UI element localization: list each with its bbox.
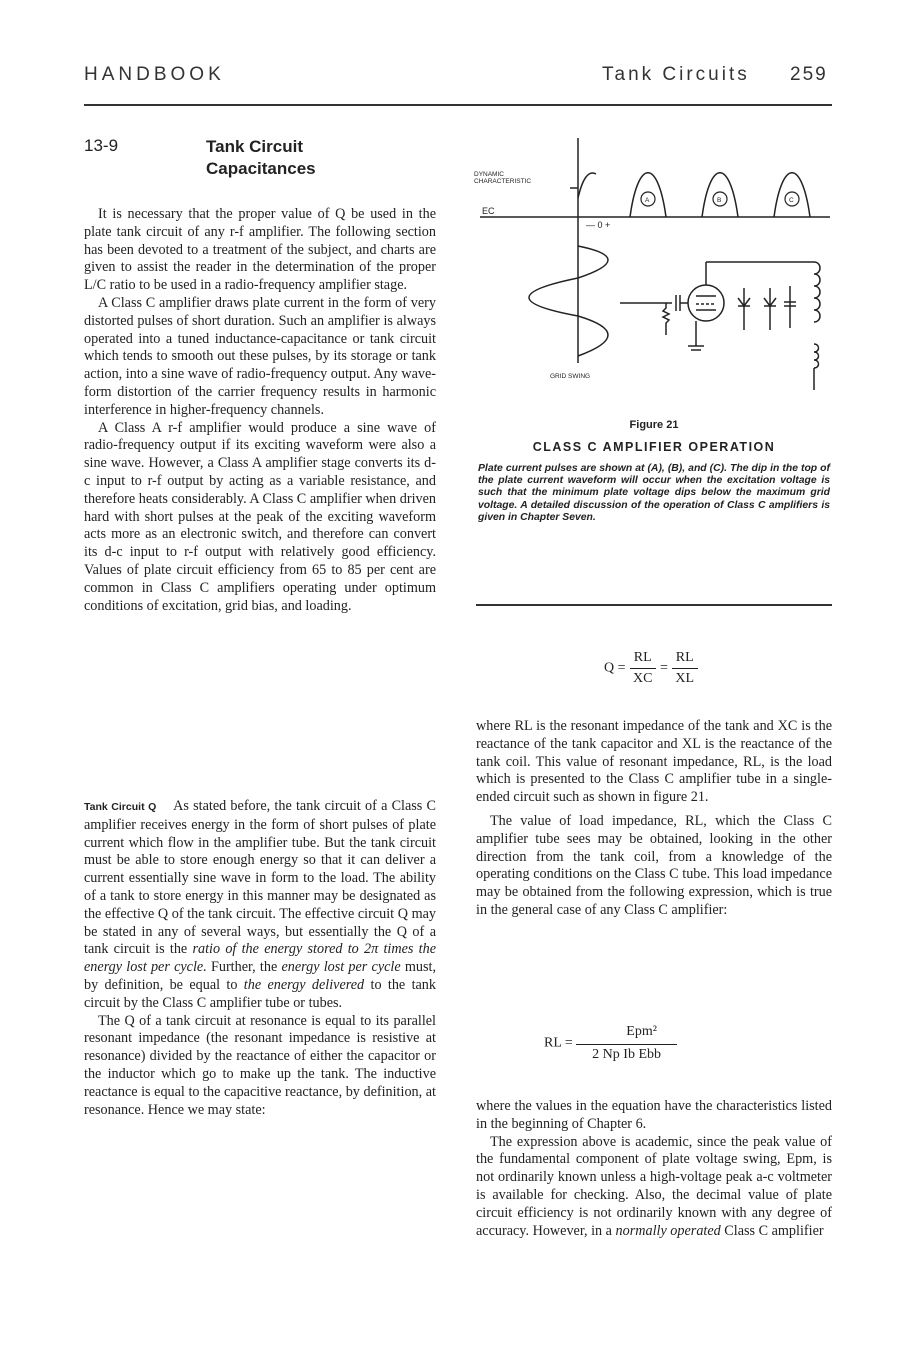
label-b: B [717, 197, 722, 204]
paragraph: where RL is the resonant impedance of the tank and XC is the reactance of the tank capacitor and XL is the reactance of the tank coil. This value of resonant impedance, RL, is the load which is presented to the Class C amplifier tube in a single-ended circuit such as shown in figure 21. [476, 718, 832, 806]
pulse-a [630, 173, 666, 217]
pulse-b [702, 173, 738, 217]
label-grid-swing: GRID SWING [550, 373, 591, 380]
header-rule [84, 104, 832, 106]
tank-coil [814, 262, 820, 322]
label-dynamic: DYNAMIC [474, 171, 504, 178]
subsection-head: Tank Circuit Q [84, 801, 157, 813]
class-c-amplifier-figure [470, 138, 840, 398]
figure-caption: Plate current pulses are shown at (A), (B), and (C). The dip in the top of the plate current waveform will occur when the excitation voltage is such that the minimum plate voltage dips below the maximum grid voltage. A detailed discussion of the operation of Class C amplifiers is given in Chapter Seven. [478, 463, 830, 523]
figure-heading: CLASS C AMPLIFIER OPERATION [532, 440, 776, 454]
figure-rule [476, 604, 832, 606]
left-column [84, 206, 436, 615]
right-column [476, 718, 832, 920]
paragraph: where the values in the equation have the characteristics listed in the beginning of Chapter 6. [476, 1098, 832, 1132]
label-c: C [789, 197, 794, 204]
running-header-right: Tank Circuits [602, 64, 750, 85]
paragraph: The value of load impedance, RL, which the Class C amplifier tube sees may be obtained, looking in the other direction from the tank coil, from a knowledge of the operating conditions on the Class C tube. This load impedance may be obtained from the following expression, which is true in the general case of any Class C amplifier: [476, 812, 832, 918]
subsection-paragraph: Tank Circuit Q As stated before, the tank circuit of a Class C amplifier receives energy in the form of short pulses of plate current which flow in the amplifier tube. But the tank circuit must be able to store enough energy so that it can deliver a current essentially sine wave in form to the load. The ability of a tank to store energy in this manner may be designated as the effective Q of the tank circuit. The effective circuit Q may be stated in any of several ways, but essentially the Q of a tank circuit is the ratio of the energy stored to 2π times the energy lost per cycle. Further, the energy lost per cycle must, by definition, be equal to the energy delivered to the tank circuit by the Class C amplifier tube or tubes. The Q of a tank circuit at resonance is equal to its parallel resonant impedance (the resonant impedance is resistive at resonance) divided by the reactance of either the capacitor or the inductor which go to make up the tank. The inductive reactance is equal to the capacitive reactance, by definition, at resonance. Hence we may state: [84, 798, 437, 1118]
paragraph: A Class C amplifier draws plate current in the form of very distorted pulses of short duration. Such an amplifier is always operated into a tuned inductance-capacitance or tank circuit which tends to smooth out these pulses, by its storage or tank action, into a sine wave of radio-frequency output. Any wave-form distortion of the carrier frequency results in harmonic interference in higher-frequency channels. [84, 294, 436, 418]
paragraph: The Q of a tank circuit at resonance is equal to its parallel resonant impedance (the resonant impedance is resistive at resonance) divided by the reactance of either the capacitor or the inductor which go to make up the tank. The inductive reactance is equal to the capacitive reactance, by definition, at resonance. Hence we may state: [84, 1012, 436, 1118]
equation-q: Q = $\frac{RL}{XC}$ = $\frac{RL}{XL}$ [604, 650, 698, 687]
label-characteristic: CHARACTERISTIC [474, 178, 532, 185]
section-number: 13-9 [84, 136, 119, 155]
label-ec: EC [482, 206, 495, 216]
label-a: A [645, 197, 650, 204]
paragraph: A Class A r-f amplifier would produce a sine wave of radio-frequency output if its exciting waveform were also a sine wave. However, a Class A amplifier stage converts its d-c input to r-f output by acting as a variable resistance, and therefore heats considerably. A Class C amplifier when driven hard with short pulses at the peak of the exciting waveform acts more as an electronic switch, and therefore can convert its d-c input to r-f output with relatively good efficiency. Values of plate circuit efficiency from 65 to 85 per cent are common in Class C amplifiers operating under optimum conditions of excitation, grid bias, and loading. [84, 419, 436, 614]
section-title: Tank Circuit Capacitances [206, 137, 316, 178]
pulse-c [774, 173, 810, 217]
grid-swing-wave [529, 246, 608, 356]
figure-number: Figure 21 [629, 419, 679, 431]
page-number: 259 [790, 64, 828, 85]
paragraph: It is necessary that the proper value of Q be used in the plate tank circuit of any r-f amplifier. The following section has been devoted to a treatment of the subject, and charts are given to assist the reader in the determination of the proper L/C ratio to be used in a radio-frequency amplifier stage. [84, 206, 436, 294]
equation-rl: RL = $\frac{\text{Epm²}}{\text{2 Np Ib Ebb}}$ [544, 1024, 677, 1063]
right-column-lower: where the values in the equation have the characteristics listed in the beginning of Chapter 6. The expression above is academic, since the peak value of the fundamental component of plate voltage swing, Epm, is not ordinarily known unless a high-voltage peak a-c voltmeter is available for checking. Also, the decimal value of plate circuit efficiency is not ordinarily known with any degree of accuracy. However, in a normally operated Class C amplifier [476, 1098, 832, 1239]
label-axis: — 0 + [586, 220, 611, 230]
running-header-left: HANDBOOK [84, 64, 225, 85]
